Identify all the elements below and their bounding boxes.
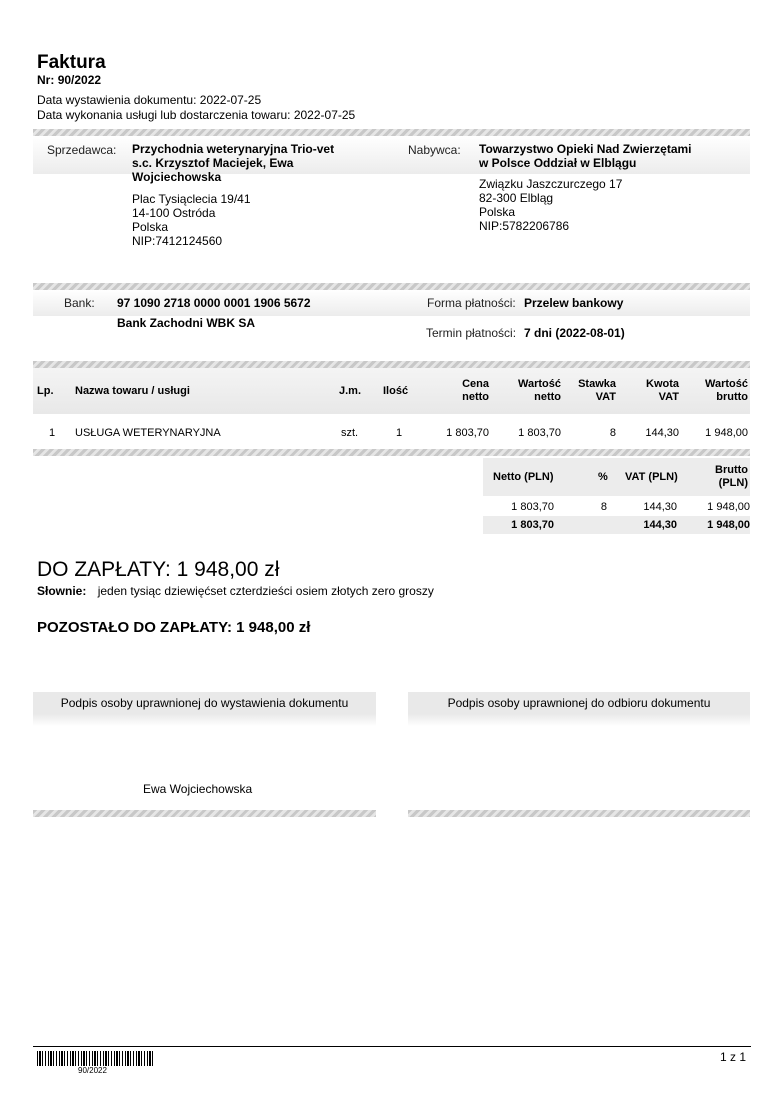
signature-band: [408, 714, 750, 726]
row-vat: 144,30: [645, 427, 679, 439]
buyer-street: Związku Jaszczurczego 17: [479, 177, 623, 191]
amount-in-words: [37, 584, 434, 598]
row-lp: 1: [49, 427, 56, 439]
summary-col-vat: VAT (PLN): [625, 471, 678, 483]
payment-method-label: Forma płatności:: [427, 296, 516, 310]
row-name: USŁUGA WETERYNARYJNA: [75, 427, 221, 439]
col-name: Nazwa towaru / usługi: [75, 385, 190, 397]
col-gross-line: brutto: [716, 391, 748, 403]
buyer-label: Nabywca:: [408, 143, 461, 157]
col-gross: [685, 378, 748, 404]
col-rate-line: Stawka: [578, 378, 616, 390]
buyer-address: [479, 177, 622, 233]
buyer-nip: NIP:5782206786: [479, 219, 570, 233]
divider: [33, 283, 750, 290]
service-date-value: 2022-07-25: [293, 108, 356, 122]
seller-street: Plac Tysiąclecia 19/41: [132, 192, 251, 206]
document-title: Faktura: [37, 52, 106, 73]
seller-name-line: Wojciechowska: [132, 170, 222, 184]
row-gross: 1 948,00: [705, 427, 748, 439]
summary-pct: 8: [600, 501, 607, 513]
service-date-label: Data wykonania usługi lub dostarczenia towaru:: [37, 108, 291, 122]
invoice-number-label: Nr:: [37, 73, 55, 87]
words-label: Słownie:: [37, 584, 87, 598]
barcode-text: 90/2022: [78, 1066, 107, 1075]
divider: [33, 810, 376, 817]
buyer-name-line: w Polsce Oddział w Elblągu: [479, 156, 637, 170]
col-vat-line: Kwota: [646, 378, 679, 390]
col-qty: Ilość: [383, 385, 409, 397]
row-unit: szt.: [341, 427, 359, 439]
buyer-name: [479, 142, 692, 170]
col-net: [495, 378, 561, 404]
invoice-number-value: 90/2022: [57, 73, 102, 87]
bank-account: 97 1090 2718 0000 0001 1906 5672: [117, 296, 311, 310]
buyer-country: Polska: [479, 205, 516, 219]
bank-label: Bank:: [64, 296, 95, 310]
total-net: 1 803,70: [511, 519, 554, 531]
summary-col-net: Netto (PLN): [493, 471, 554, 483]
buyer-name-line: Towarzystwo Opieki Nad Zwierzętami: [479, 142, 692, 156]
bank-name: Bank Zachodni WBK SA: [117, 316, 256, 330]
seller-city: 14-100 Ostróda: [132, 206, 216, 220]
divider: [33, 361, 750, 368]
words-value: jeden tysiąc dziewięćset czterdzieści osiem złotych zero groszy: [97, 584, 434, 598]
col-unit: J.m.: [339, 385, 362, 397]
payment-term: 7 dni (2022-08-01): [524, 326, 625, 340]
amount-due-label: DO ZAPŁATY:: [37, 558, 171, 581]
divider: [408, 810, 750, 817]
row-price: 1 803,70: [446, 427, 489, 439]
remaining-value: 1 948,00 zł: [236, 619, 311, 636]
issue-date-label: Data wystawienia dokumentu:: [37, 93, 197, 107]
page-number: 1 z 1: [720, 1050, 747, 1064]
signature-band: [33, 714, 376, 726]
row-rate: 8: [609, 427, 616, 439]
remaining-amount: [37, 619, 310, 636]
row-qty: 1: [396, 427, 403, 439]
row-net: 1 803,70: [518, 427, 561, 439]
col-vat: [625, 378, 679, 404]
col-lp: Lp.: [37, 385, 54, 397]
col-net-line: Wartość: [518, 378, 561, 390]
seller-label: Sprzedawca:: [47, 143, 117, 157]
summary-gross: 1 948,00: [707, 501, 750, 513]
seller-nip: NIP:7412124560: [132, 234, 223, 248]
summary-col-gross-line: Brutto: [715, 464, 748, 476]
summary-net: 1 803,70: [511, 501, 554, 513]
summary-vat: 144,30: [643, 501, 677, 513]
summary-col-gross-line: (PLN): [718, 477, 748, 489]
amount-due-value: 1 948,00 zł: [176, 558, 280, 581]
amount-due: [37, 558, 279, 582]
total-gross: 1 948,00: [707, 519, 750, 531]
issue-date-value: 2022-07-25: [199, 93, 262, 107]
divider: [33, 129, 750, 136]
summary-col-gross: [690, 464, 748, 490]
seller-name-line: s.c. Krzysztof Maciejek, Ewa: [132, 156, 294, 170]
issuer-signature-label: Podpis osoby uprawnionej do wystawienia dokumentu: [33, 692, 376, 714]
service-date: [37, 108, 355, 122]
issue-date: [37, 93, 261, 107]
footer-line: [33, 1046, 751, 1047]
summary-col-pct: %: [598, 471, 608, 483]
divider: [33, 449, 750, 456]
buyer-city: 82-300 Elbląg: [479, 191, 554, 205]
issuer-name: Ewa Wojciechowska: [143, 782, 253, 796]
payment-term-label: Termin płatności:: [426, 326, 517, 340]
seller-country: Polska: [132, 220, 169, 234]
col-rate: [565, 378, 616, 404]
seller-name-line: Przychodnia weterynaryjna Trio-vet: [132, 142, 335, 156]
col-rate-line: VAT: [595, 391, 616, 403]
col-price: [420, 378, 489, 404]
col-net-line: netto: [534, 391, 561, 403]
col-price-line: Cena: [462, 378, 489, 390]
payment-method: Przelew bankowy: [524, 296, 624, 310]
invoice-number: [37, 73, 101, 87]
col-vat-line: VAT: [658, 391, 679, 403]
remaining-label: POZOSTAŁO DO ZAPŁATY:: [37, 619, 232, 636]
total-vat: 144,30: [643, 519, 677, 531]
col-gross-line: Wartość: [705, 378, 748, 390]
seller-name: [132, 142, 334, 184]
col-price-line: netto: [462, 391, 489, 403]
barcode: [37, 1051, 155, 1066]
receiver-signature-label: Podpis osoby uprawnionej do odbioru dokumentu: [408, 692, 750, 714]
seller-address: [132, 192, 251, 248]
